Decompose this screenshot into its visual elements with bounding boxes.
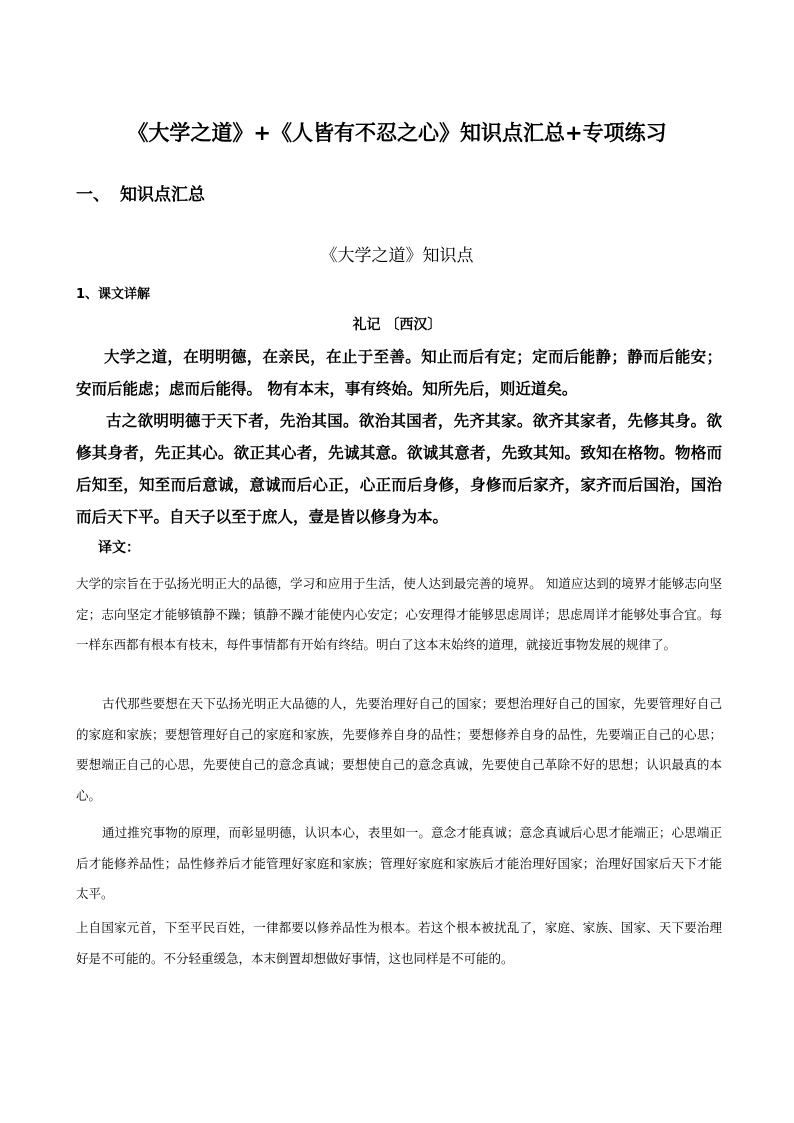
section-number: 一、 [76,185,110,205]
classical-paragraph-1: 大学之道，在明明德，在亲民，在止于至善。知止而后有定；定而后能静；静而后能安；安而后能虑；虑而后能得。 物有本末，事有终始。知所先后，则近道矣。 [76,347,722,398]
translation-label: 译文： [98,540,140,556]
classical-paragraph-2: 古之欲明明德于天下者，先治其国。欲治其国者，先齐其家。欲齐其家者，先修其身。欲修其身者，先正其心。欲正其心者，先诚其意。欲诚其意者，先致其知。致知在格物。物格而后知至，知至而后意诚，意诚而后心正，心正而后身修，身修而后家齐，家齐而后国治，国治而后天下平。自天子以至于庶人，壹是皆以修身为本。 [76,411,722,526]
text-source: 礼记 〔西汉〕 [352,317,442,333]
section-label: 知识点汇总 [120,185,205,205]
item-heading: 1、课文详解 [76,287,151,302]
translation-paragraph-3: 通过推究事物的原理，而彰显明德，认识本心，表里如一。意念才能真诚；意念真诚后心思才能端正；心思端正后才能修养品性；品性修养后才能管理好家庭和家族；管理好家庭和家族后才能治理好国家；治理好国家后天下才能太平。 [76,825,722,901]
section-heading [76,182,205,208]
translation-paragraph-1: 大学的宗旨在于弘扬光明正大的品德，学习和应用于生活，使人达到最完善的境界。 知道应达到的境界才能够志向坚定；志向坚定才能够镇静不躁；镇静不躁才能使内心安定；心安理得才能够思虑周详；思虑周详才能够处事合宜。每一样东西都有根本有枝末，每件事情都有开始有终结。明白了这本末始终的道理，就接近事物发展的规律了。 [76,576,722,652]
document-title: 《大学之道》+《人皆有不忍之心》知识点汇总+专项练习 [127,121,667,145]
translation-paragraph-4: 上自国家元首，下至平民百姓，一律都要以修养品性为根本。若这个根本被扰乱了，家庭、家族、国家、天下要治理好是不可能的。不分轻重缓急，本末倒置却想做好事情，这也同样是不可能的。 [76,920,722,966]
subsection-title: 《大学之道》知识点 [320,246,474,266]
translation-paragraph-2: 古代那些要想在天下弘扬光明正大品德的人，先要治理好自己的国家；要想治理好自己的国家，先要管理好自己的家庭和家族；要想管理好自己的家庭和家族，先要修养自身的品性；要想修养自身的品性，先要端正自己的心思；要想端正自己的心思，先要使自己的意念真诚；要想使自己的意念真诚，先要使自己革除不好的思想；认识最真的本心。 [76,696,722,803]
